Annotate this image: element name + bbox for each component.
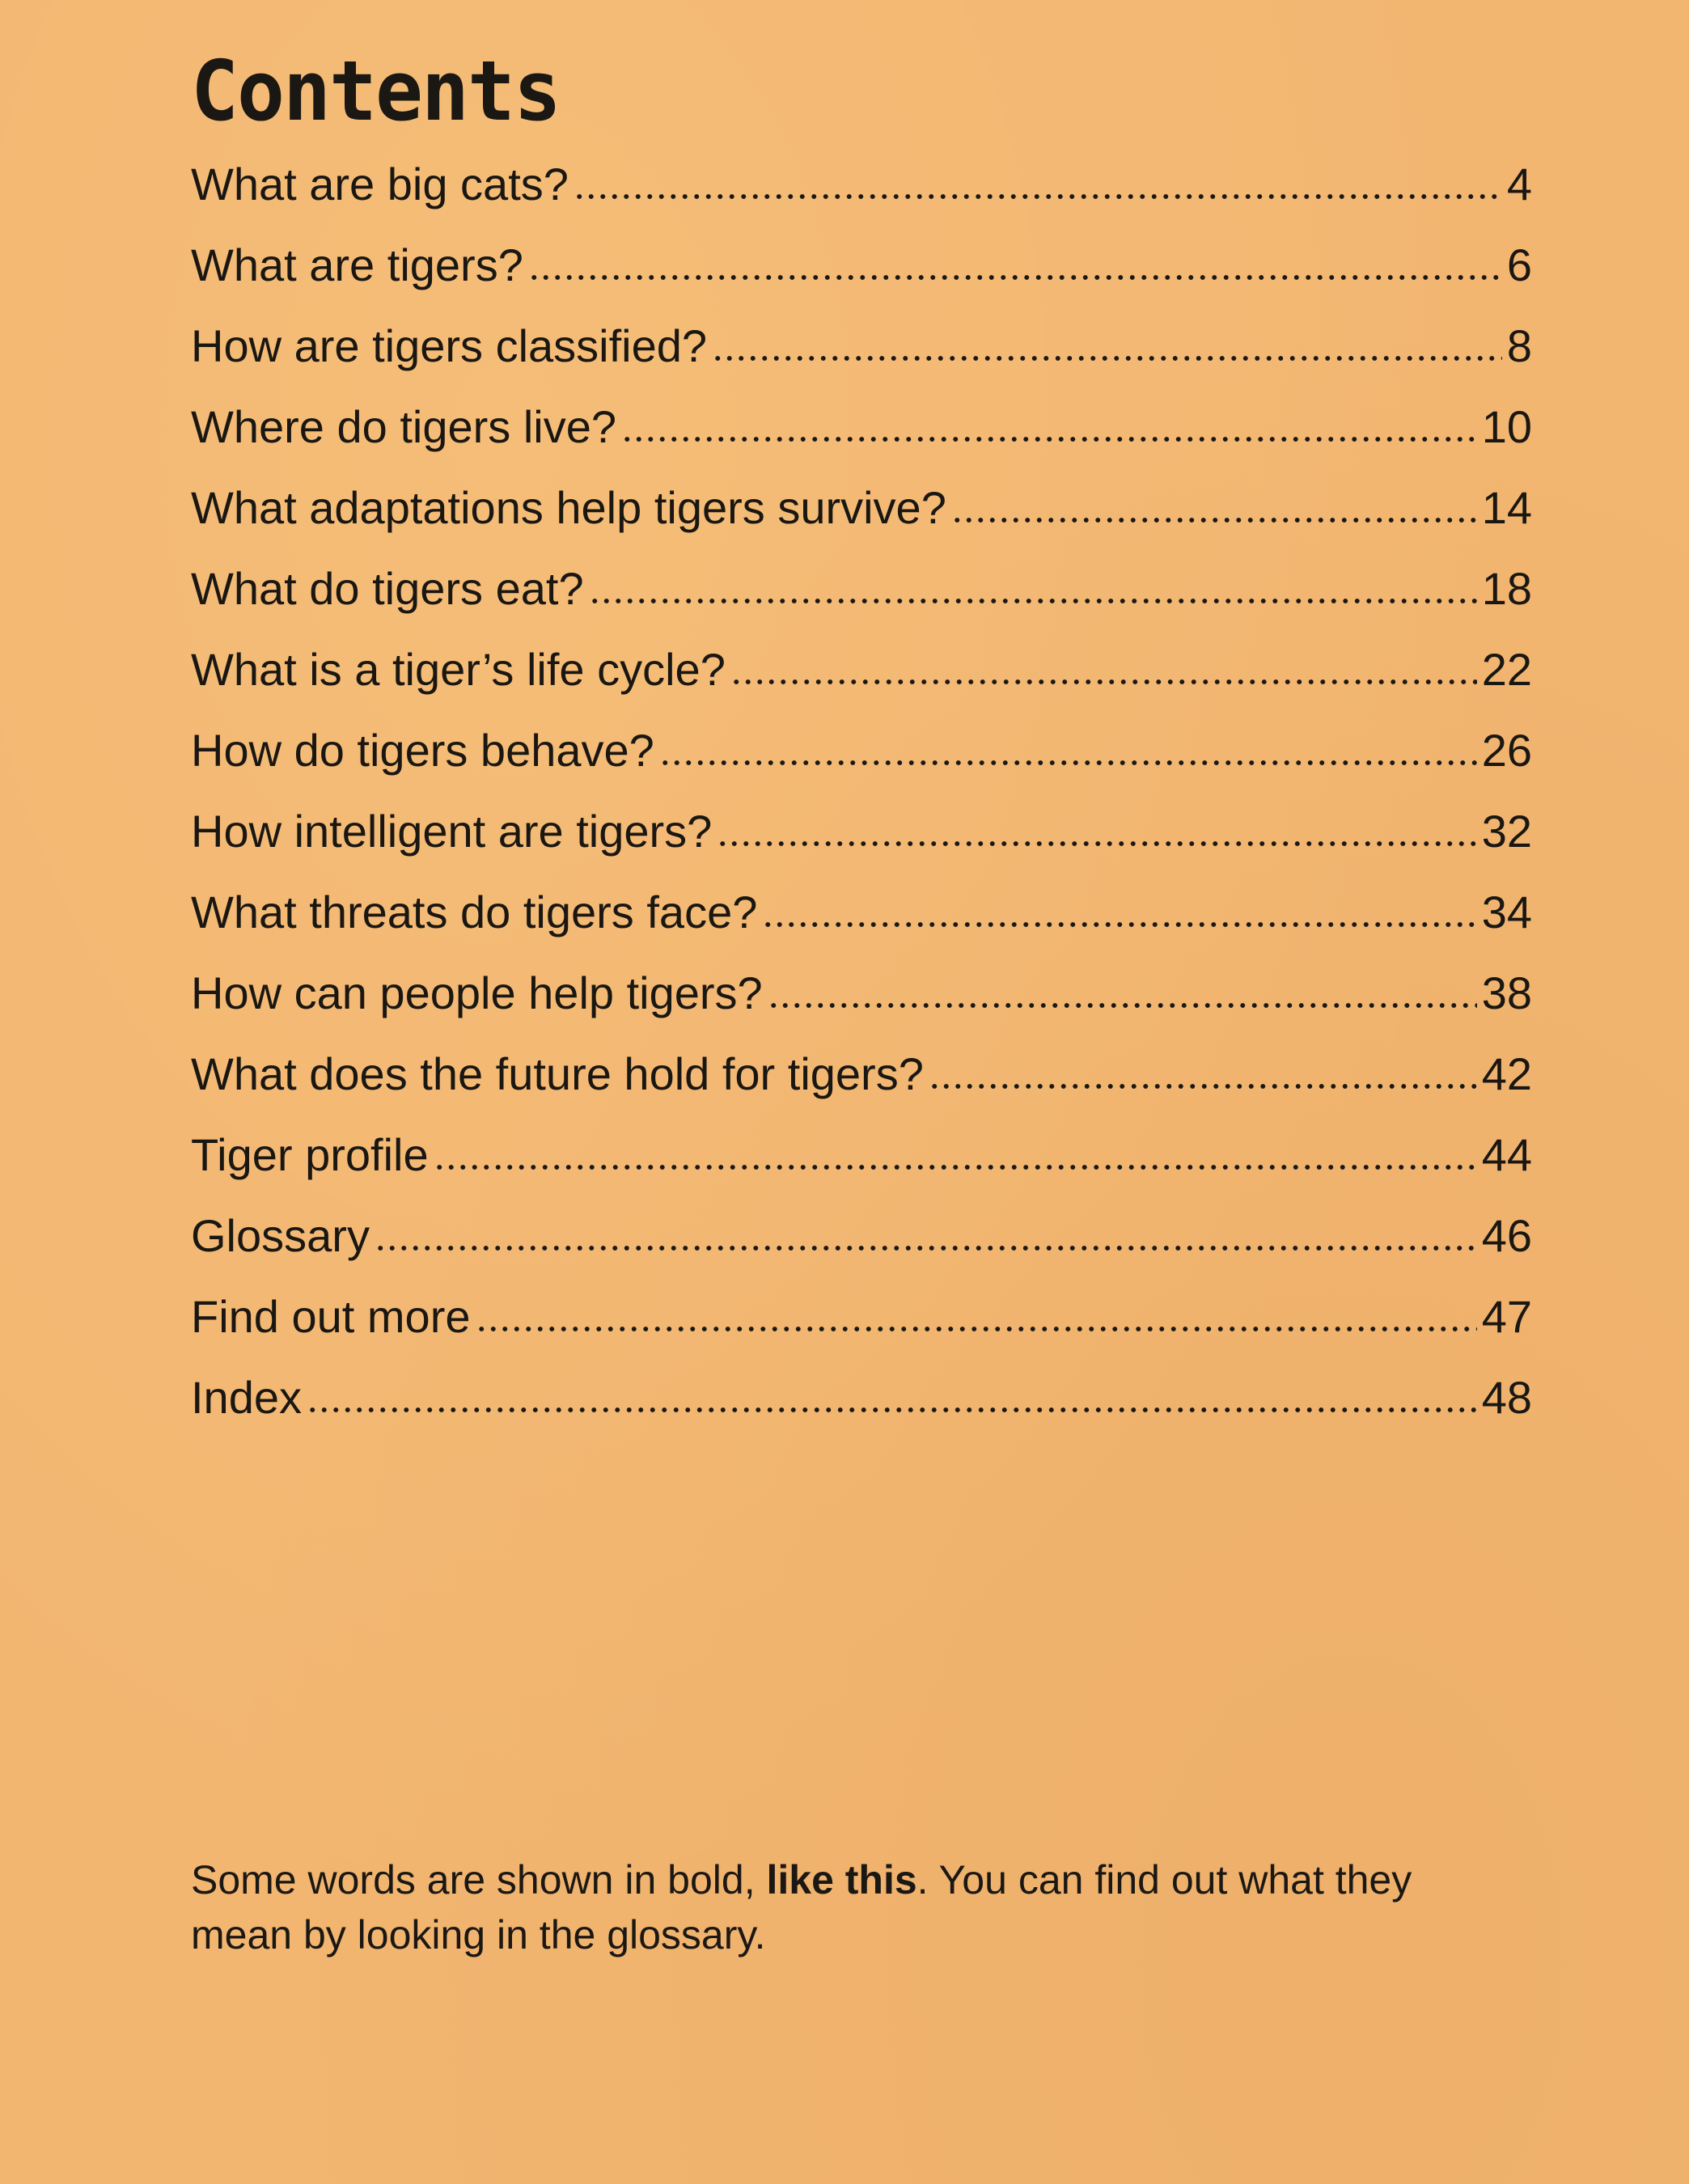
toc-entry-label: What is a tiger’s life cycle? xyxy=(191,644,726,695)
toc-entry-label: Where do tigers live? xyxy=(191,401,617,452)
toc-entry-label: Glossary xyxy=(191,1210,370,1261)
toc-entry-page: 4 xyxy=(1506,159,1532,210)
toc-entry xyxy=(191,967,1532,1048)
toc-entry xyxy=(191,1372,1532,1453)
toc-entry-page: 34 xyxy=(1481,887,1532,938)
toc-dot-leader xyxy=(589,598,1477,604)
glossary-note-text-start: Some words are shown in bold, xyxy=(191,1857,767,1903)
toc-entry-label: What does the future hold for tigers? xyxy=(191,1048,924,1099)
toc-entry-page: 38 xyxy=(1481,967,1532,1018)
toc-entry xyxy=(191,563,1532,644)
toc-entry-page: 44 xyxy=(1481,1129,1532,1180)
toc-dot-leader xyxy=(434,1164,1477,1170)
toc-entry-page: 6 xyxy=(1506,239,1532,290)
toc-entry-label: How are tigers classified? xyxy=(191,320,708,371)
toc-entry-label: What are big cats? xyxy=(191,159,569,210)
toc-entry xyxy=(191,1048,1532,1129)
toc-entry-page: 18 xyxy=(1481,563,1532,614)
toc-entry-page: 8 xyxy=(1506,320,1532,371)
toc-entry-label: What do tigers eat? xyxy=(191,563,584,614)
toc-entry-label: What are tigers? xyxy=(191,239,523,290)
toc-dot-leader xyxy=(375,1245,1477,1251)
toc-dot-leader xyxy=(621,436,1477,442)
toc-entry-page: 47 xyxy=(1481,1291,1532,1342)
toc-entry xyxy=(191,482,1532,563)
toc-entry-page: 10 xyxy=(1481,401,1532,452)
toc-dot-leader xyxy=(717,840,1476,847)
toc-entry-page: 26 xyxy=(1481,725,1532,776)
toc-entry-page: 42 xyxy=(1481,1048,1532,1099)
toc-dot-leader xyxy=(768,1002,1477,1009)
glossary-note xyxy=(191,1852,1453,1962)
toc-entry-page: 46 xyxy=(1481,1210,1532,1261)
toc-entry-page: 48 xyxy=(1481,1372,1532,1423)
glossary-note-text-end: . You can find out what they mean by looking in the glossary. xyxy=(191,1857,1412,1958)
toc-entry xyxy=(191,1291,1532,1372)
toc-entry xyxy=(191,806,1532,887)
toc-entry xyxy=(191,159,1532,239)
glossary-note-bold-example: like this xyxy=(766,1857,917,1903)
toc-entry xyxy=(191,1129,1532,1210)
toc-entry-label: What adaptations help tigers survive? xyxy=(191,482,946,533)
toc-dot-leader xyxy=(929,1083,1477,1090)
toc-dot-leader xyxy=(730,679,1477,685)
toc-entry-label: Tiger profile xyxy=(191,1129,429,1180)
toc-entry xyxy=(191,725,1532,806)
toc-entry xyxy=(191,320,1532,401)
toc-dot-leader xyxy=(762,921,1476,928)
toc-entry-label: How can people help tigers? xyxy=(191,967,763,1018)
toc-entry-page: 14 xyxy=(1481,482,1532,533)
toc-entry xyxy=(191,239,1532,320)
page-title: Contents xyxy=(191,43,561,141)
toc-dot-leader xyxy=(528,274,1502,281)
toc-entry xyxy=(191,401,1532,482)
table-of-contents xyxy=(191,159,1532,1453)
toc-dot-leader xyxy=(476,1326,1477,1332)
toc-entry-label: What threats do tigers face? xyxy=(191,887,758,938)
toc-entry xyxy=(191,644,1532,725)
toc-dot-leader xyxy=(574,193,1502,200)
toc-entry-label: Find out more xyxy=(191,1291,471,1342)
toc-entry xyxy=(191,1210,1532,1291)
toc-entry-label: Index xyxy=(191,1372,302,1423)
toc-dot-leader xyxy=(307,1407,1477,1413)
toc-entry-label: How intelligent are tigers? xyxy=(191,806,713,857)
toc-dot-leader xyxy=(712,355,1502,362)
toc-entry-page: 32 xyxy=(1481,806,1532,857)
toc-dot-leader xyxy=(951,517,1477,523)
toc-entry-page: 22 xyxy=(1481,644,1532,695)
toc-entry xyxy=(191,887,1532,967)
toc-entry-label: How do tigers behave? xyxy=(191,725,654,776)
toc-dot-leader xyxy=(659,760,1477,766)
